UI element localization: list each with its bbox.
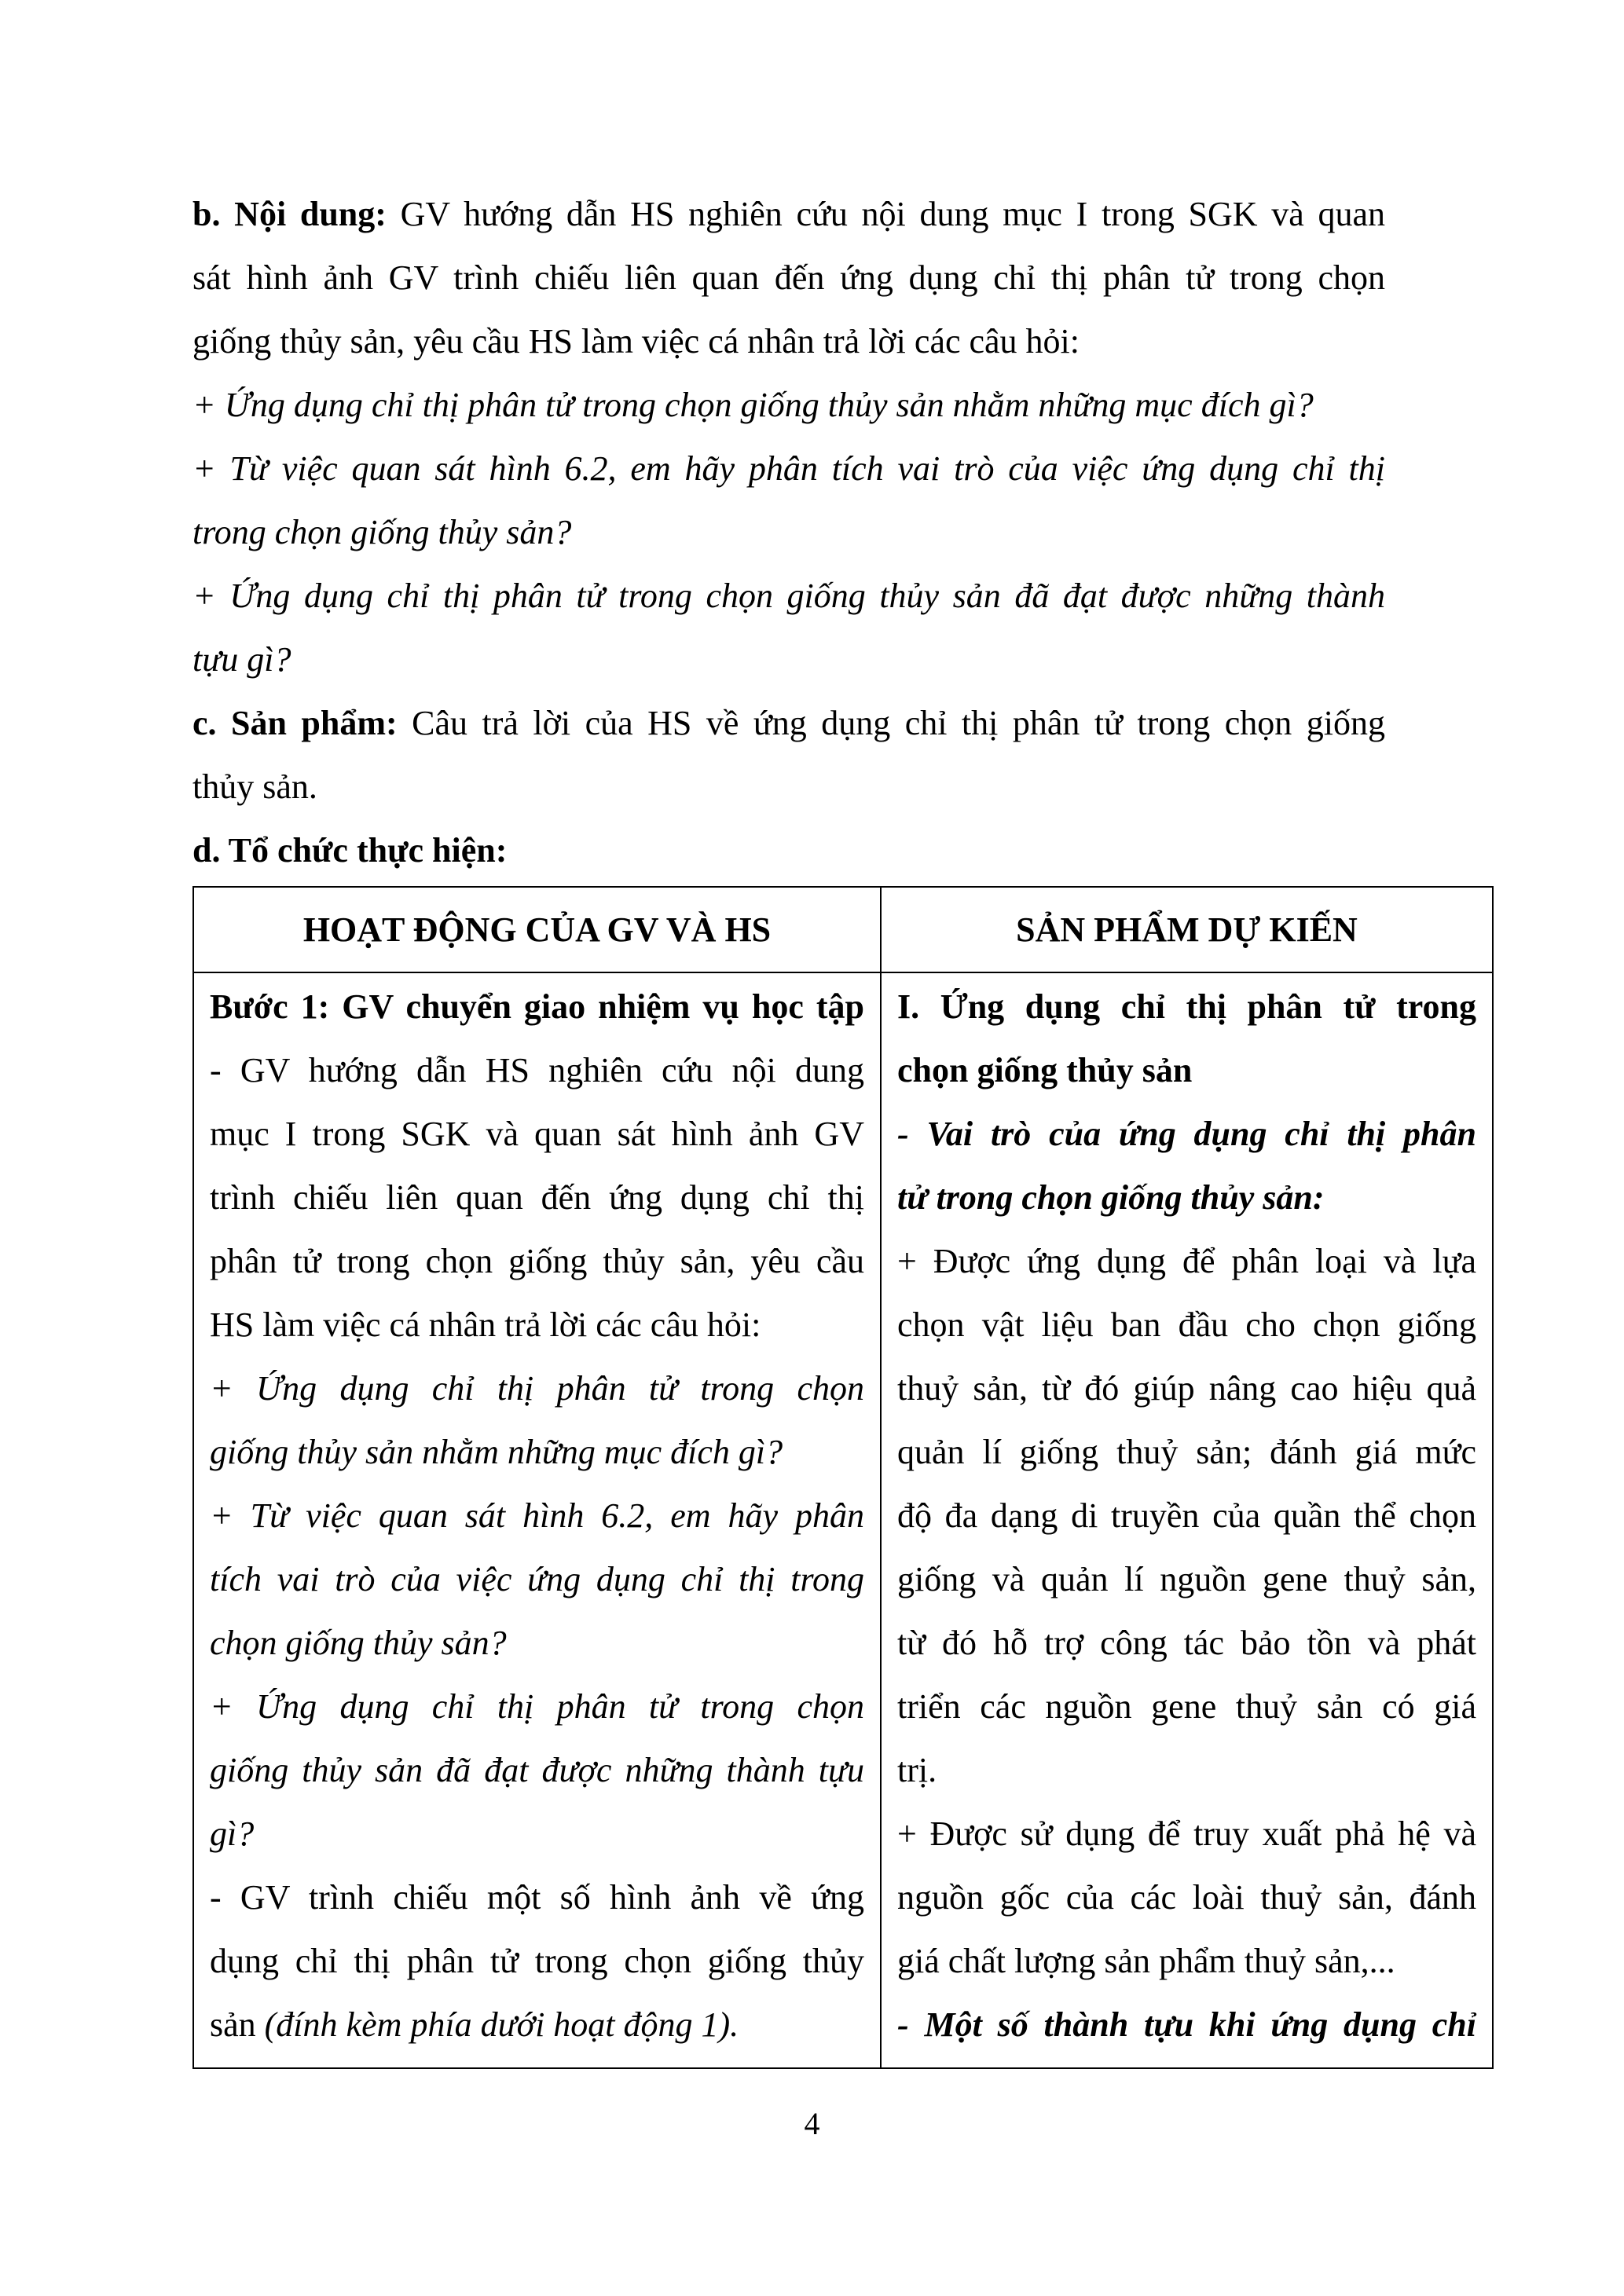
products-cell	[881, 972, 1493, 2068]
activity-line: sản (đính kèm phía dưới hoạt động 1).	[210, 2005, 739, 2044]
question-2-line-1: + Từ việc quan sát hình 6.2, em hãy phân tích vai trò của việc ứng dụng chỉ thị	[192, 449, 1385, 488]
step-1-heading: Bước 1: GV chuyển giao nhiệm vụ học tập	[210, 987, 864, 1026]
activity-line: dụng chỉ thị phân tử trong chọn giống thủy	[210, 1942, 864, 1980]
question-3-line-2: tựu gì?	[192, 640, 291, 679]
product-heading: I. Ứng dụng chỉ thị phân tử trong	[896, 987, 1476, 1026]
section-c-line-1: c. Sản phẩm: Câu trả lời của HS về ứng dụng chỉ thị phân tử trong chọn giống	[192, 704, 1386, 742]
page-number: 4	[804, 2106, 820, 2141]
product-line: quản lí giống thuỷ sản; đánh giá mức	[896, 1433, 1476, 1471]
question-1: + Ứng dụng chỉ thị phân tử trong chọn giống thủy sản nhằm những mục đích gì?	[192, 386, 1314, 424]
activity-question: giống thủy sản nhằm những mục đích gì?	[210, 1433, 783, 1471]
product-subheading: tử trong chọn giống thủy sản:	[896, 1178, 1325, 1217]
activity-line: - GV hướng dẫn HS nghiên cứu nội dung	[210, 1051, 864, 1089]
section-b	[192, 182, 1385, 882]
product-line: giống và quản lí nguồn gene thuỷ sản,	[896, 1560, 1476, 1598]
activity-question: + Ứng dụng chỉ thị phân tử trong chọn	[210, 1369, 864, 1408]
section-c-line-2: thủy sản.	[192, 767, 317, 806]
product-heading: chọn giống thủy sản	[896, 1051, 1193, 1089]
product-subheading: - Vai trò của ứng dụng chỉ thị phân	[896, 1115, 1476, 1153]
activity-question: giống thủy sản đã đạt được những thành tựu	[210, 1751, 864, 1789]
activity-note: (đính kèm phía dưới hoạt động 1).	[264, 2005, 739, 2044]
section-b-line-1: b. Nội dung: GV hướng dẫn HS nghiên cứu nội dung mục I trong SGK và quan	[192, 195, 1385, 233]
activity-question: tích vai trò của việc ứng dụng chỉ thị trong	[210, 1560, 864, 1598]
activities-cell	[193, 972, 881, 2068]
section-b-line-3: giống thủy sản, yêu cầu HS làm việc cá nhân trả lời các câu hỏi:	[192, 322, 1080, 361]
section-b-label: b. Nội dung:	[192, 195, 387, 233]
product-line: từ đó hỗ trợ công tác bảo tồn và phát	[896, 1624, 1476, 1662]
activity-line: HS làm việc cá nhân trả lời các câu hỏi:	[210, 1305, 761, 1344]
product-line: độ đa dạng di truyền của quần thể chọn	[896, 1496, 1476, 1535]
product-line: + Được sử dụng để truy xuất phả hệ và	[896, 1814, 1476, 1853]
activity-line: - GV trình chiếu một số hình ảnh về ứng	[210, 1878, 864, 1917]
product-line: triển các nguồn gene thuỷ sản có giá	[896, 1687, 1476, 1726]
section-c-label: c. Sản phẩm:	[192, 704, 398, 742]
section-b-line-2: sát hình ảnh GV trình chiếu liên quan đến ứng dụng chỉ thị phân tử trong chọn	[192, 258, 1385, 297]
section-d-label: d. Tổ chức thực hiện:	[192, 831, 508, 870]
activity-line: mục I trong SGK và quan sát hình ảnh GV	[210, 1115, 864, 1153]
product-line: trị.	[896, 1751, 937, 1789]
header-expected-products: SẢN PHẨM DỰ KIẾN	[881, 887, 1493, 972]
table-header-row	[193, 887, 1493, 972]
question-3-line-1: + Ứng dụng chỉ thị phân tử trong chọn giống thủy sản đã đạt được những thành	[192, 577, 1385, 615]
activity-question: gì?	[210, 1814, 255, 1853]
product-line: thuỷ sản, từ đó giúp nâng cao hiệu quả	[896, 1369, 1476, 1408]
activity-line: phân tử trong chọn giống thủy sản, yêu cầu	[210, 1242, 864, 1280]
product-line: + Được ứng dụng để phân loại và lựa	[896, 1242, 1476, 1280]
question-2-line-2: trong chọn giống thủy sản?	[192, 513, 572, 551]
table-row	[193, 972, 1493, 2068]
product-line: giá chất lượng sản phẩm thuỷ sản,...	[896, 1942, 1395, 1980]
activity-question: + Ứng dụng chỉ thị phân tử trong chọn	[210, 1687, 864, 1726]
activity-question: chọn giống thủy sản?	[210, 1624, 507, 1662]
activity-question: + Từ việc quan sát hình 6.2, em hãy phân	[210, 1496, 864, 1535]
product-line: chọn vật liệu ban đầu cho chọn giống	[896, 1305, 1476, 1344]
header-activities: HOẠT ĐỘNG CỦA GV VÀ HS	[193, 887, 881, 972]
product-subheading: - Một số thành tựu khi ứng dụng chỉ	[896, 2005, 1476, 2044]
product-line: nguồn gốc của các loài thuỷ sản, đánh	[896, 1878, 1476, 1917]
activity-line: trình chiếu liên quan đến ứng dụng chỉ thị	[210, 1178, 864, 1217]
activity-table	[192, 886, 1494, 2069]
